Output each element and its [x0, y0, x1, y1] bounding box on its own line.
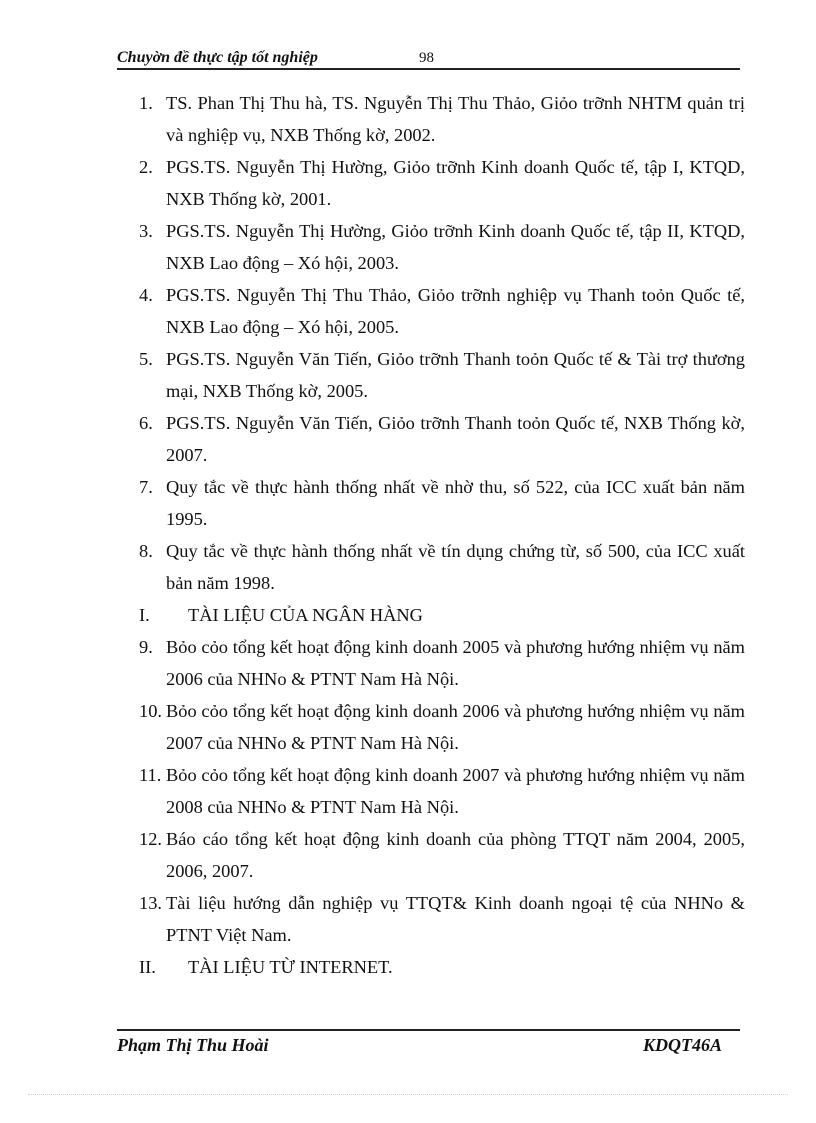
item-number: 1.	[139, 93, 153, 113]
item-number: 8.	[139, 541, 153, 561]
reference-item	[117, 471, 745, 535]
item-text: Bỏo cỏo tổng kết hoạt động kinh doanh 2007 và phương hướng nhiệm vụ năm 2008 của NHNo & PTNT Nam Hà Nội.	[166, 765, 745, 817]
page-number: 98	[419, 50, 434, 66]
page-footer	[117, 1029, 740, 1059]
reference-item	[117, 535, 745, 599]
reference-item	[117, 279, 745, 343]
reference-item	[117, 151, 745, 215]
item-text: Bỏo cỏo tổng kết hoạt động kinh doanh 2005 và phương hướng nhiệm vụ năm 2006 của NHNo & PTNT Nam Hà Nội.	[166, 637, 745, 689]
item-number: 12.	[139, 829, 162, 849]
reference-list	[117, 87, 745, 983]
section-number: I.	[139, 605, 150, 625]
page-header	[117, 44, 740, 70]
reference-item	[117, 823, 745, 887]
item-text: Quy tắc về thực hành thống nhất về tín dụng chứng từ, số 500, của ICC xuất bản năm 1998.	[166, 541, 745, 593]
item-number: 2.	[139, 157, 153, 177]
reference-item	[117, 343, 745, 407]
reference-item	[117, 87, 745, 151]
item-number: 11.	[139, 765, 162, 785]
class-code: KDQT46A	[642, 1035, 722, 1055]
reference-item	[117, 407, 745, 471]
item-text: PGS.TS. Nguyễn Thị Thu Thảo, Giỏo trỡnh nghiệp vụ Thanh toỏn Quốc tế, NXB Lao động – Xó hội, 2005.	[166, 285, 745, 337]
item-text: Báo cáo tổng kết hoạt động kinh doanh của phòng TTQT năm 2004, 2005, 2006, 2007.	[166, 829, 745, 881]
item-text: PGS.TS. Nguyễn Thị Hường, Giỏo trỡnh Kinh doanh Quốc tế, tập I, KTQD, NXB Thống kờ, 2001.	[166, 157, 745, 209]
section-number: II.	[139, 957, 156, 977]
item-number: 13.	[139, 893, 162, 913]
item-number: 6.	[139, 413, 153, 433]
item-number: 9.	[139, 637, 153, 657]
item-number: 5.	[139, 349, 153, 369]
item-text: PGS.TS. Nguyễn Văn Tiến, Giỏo trỡnh Thanh toỏn Quốc tế, NXB Thống kờ, 2007.	[166, 413, 745, 465]
item-text: Bỏo cỏo tổng kết hoạt động kinh doanh 2006 và phương hướng nhiệm vụ năm 2007 của NHNo & PTNT Nam Hà Nội.	[166, 701, 745, 753]
reference-item	[117, 631, 745, 695]
document-title: Chuyờn đề thực tập tốt nghiệp	[117, 49, 318, 66]
section-title: TÀI LIỆU CỦA NGÂN HÀNG	[188, 605, 423, 625]
reference-item	[117, 887, 745, 951]
item-text: TS. Phan Thị Thu hà, TS. Nguyễn Thị Thu Thảo, Giỏo trỡnh NHTM quản trị và nghiệp vụ, NXB Thống kờ, 2002.	[166, 93, 745, 145]
page-edge-divider	[28, 1094, 788, 1095]
item-number: 10.	[139, 701, 162, 721]
section-heading	[117, 599, 745, 631]
item-text: PGS.TS. Nguyễn Văn Tiến, Giỏo trỡnh Thanh toỏn Quốc tế & Tài trợ thương mại, NXB Thống kờ, 2005.	[166, 349, 745, 401]
item-number: 7.	[139, 477, 153, 497]
item-text: Tài liệu hướng dẫn nghiệp vụ TTQT& Kinh doanh ngoại tệ của NHNo & PTNT Việt Nam.	[166, 893, 745, 945]
section-title: TÀI LIỆU TỪ INTERNET.	[188, 957, 393, 977]
author-name: Phạm Thị Thu Hoài	[117, 1035, 269, 1055]
item-text: PGS.TS. Nguyễn Thị Hường, Giỏo trỡnh Kinh doanh Quốc tế, tập II, KTQD, NXB Lao động – Xó hội, 2003.	[166, 221, 745, 273]
item-number: 3.	[139, 221, 153, 241]
section-heading	[117, 951, 745, 983]
reference-item	[117, 695, 745, 759]
reference-item	[117, 215, 745, 279]
item-text: Quy tắc về thực hành thống nhất về nhờ thu, số 522, của ICC xuất bản năm 1995.	[166, 477, 745, 529]
item-number: 4.	[139, 285, 153, 305]
reference-item	[117, 759, 745, 823]
